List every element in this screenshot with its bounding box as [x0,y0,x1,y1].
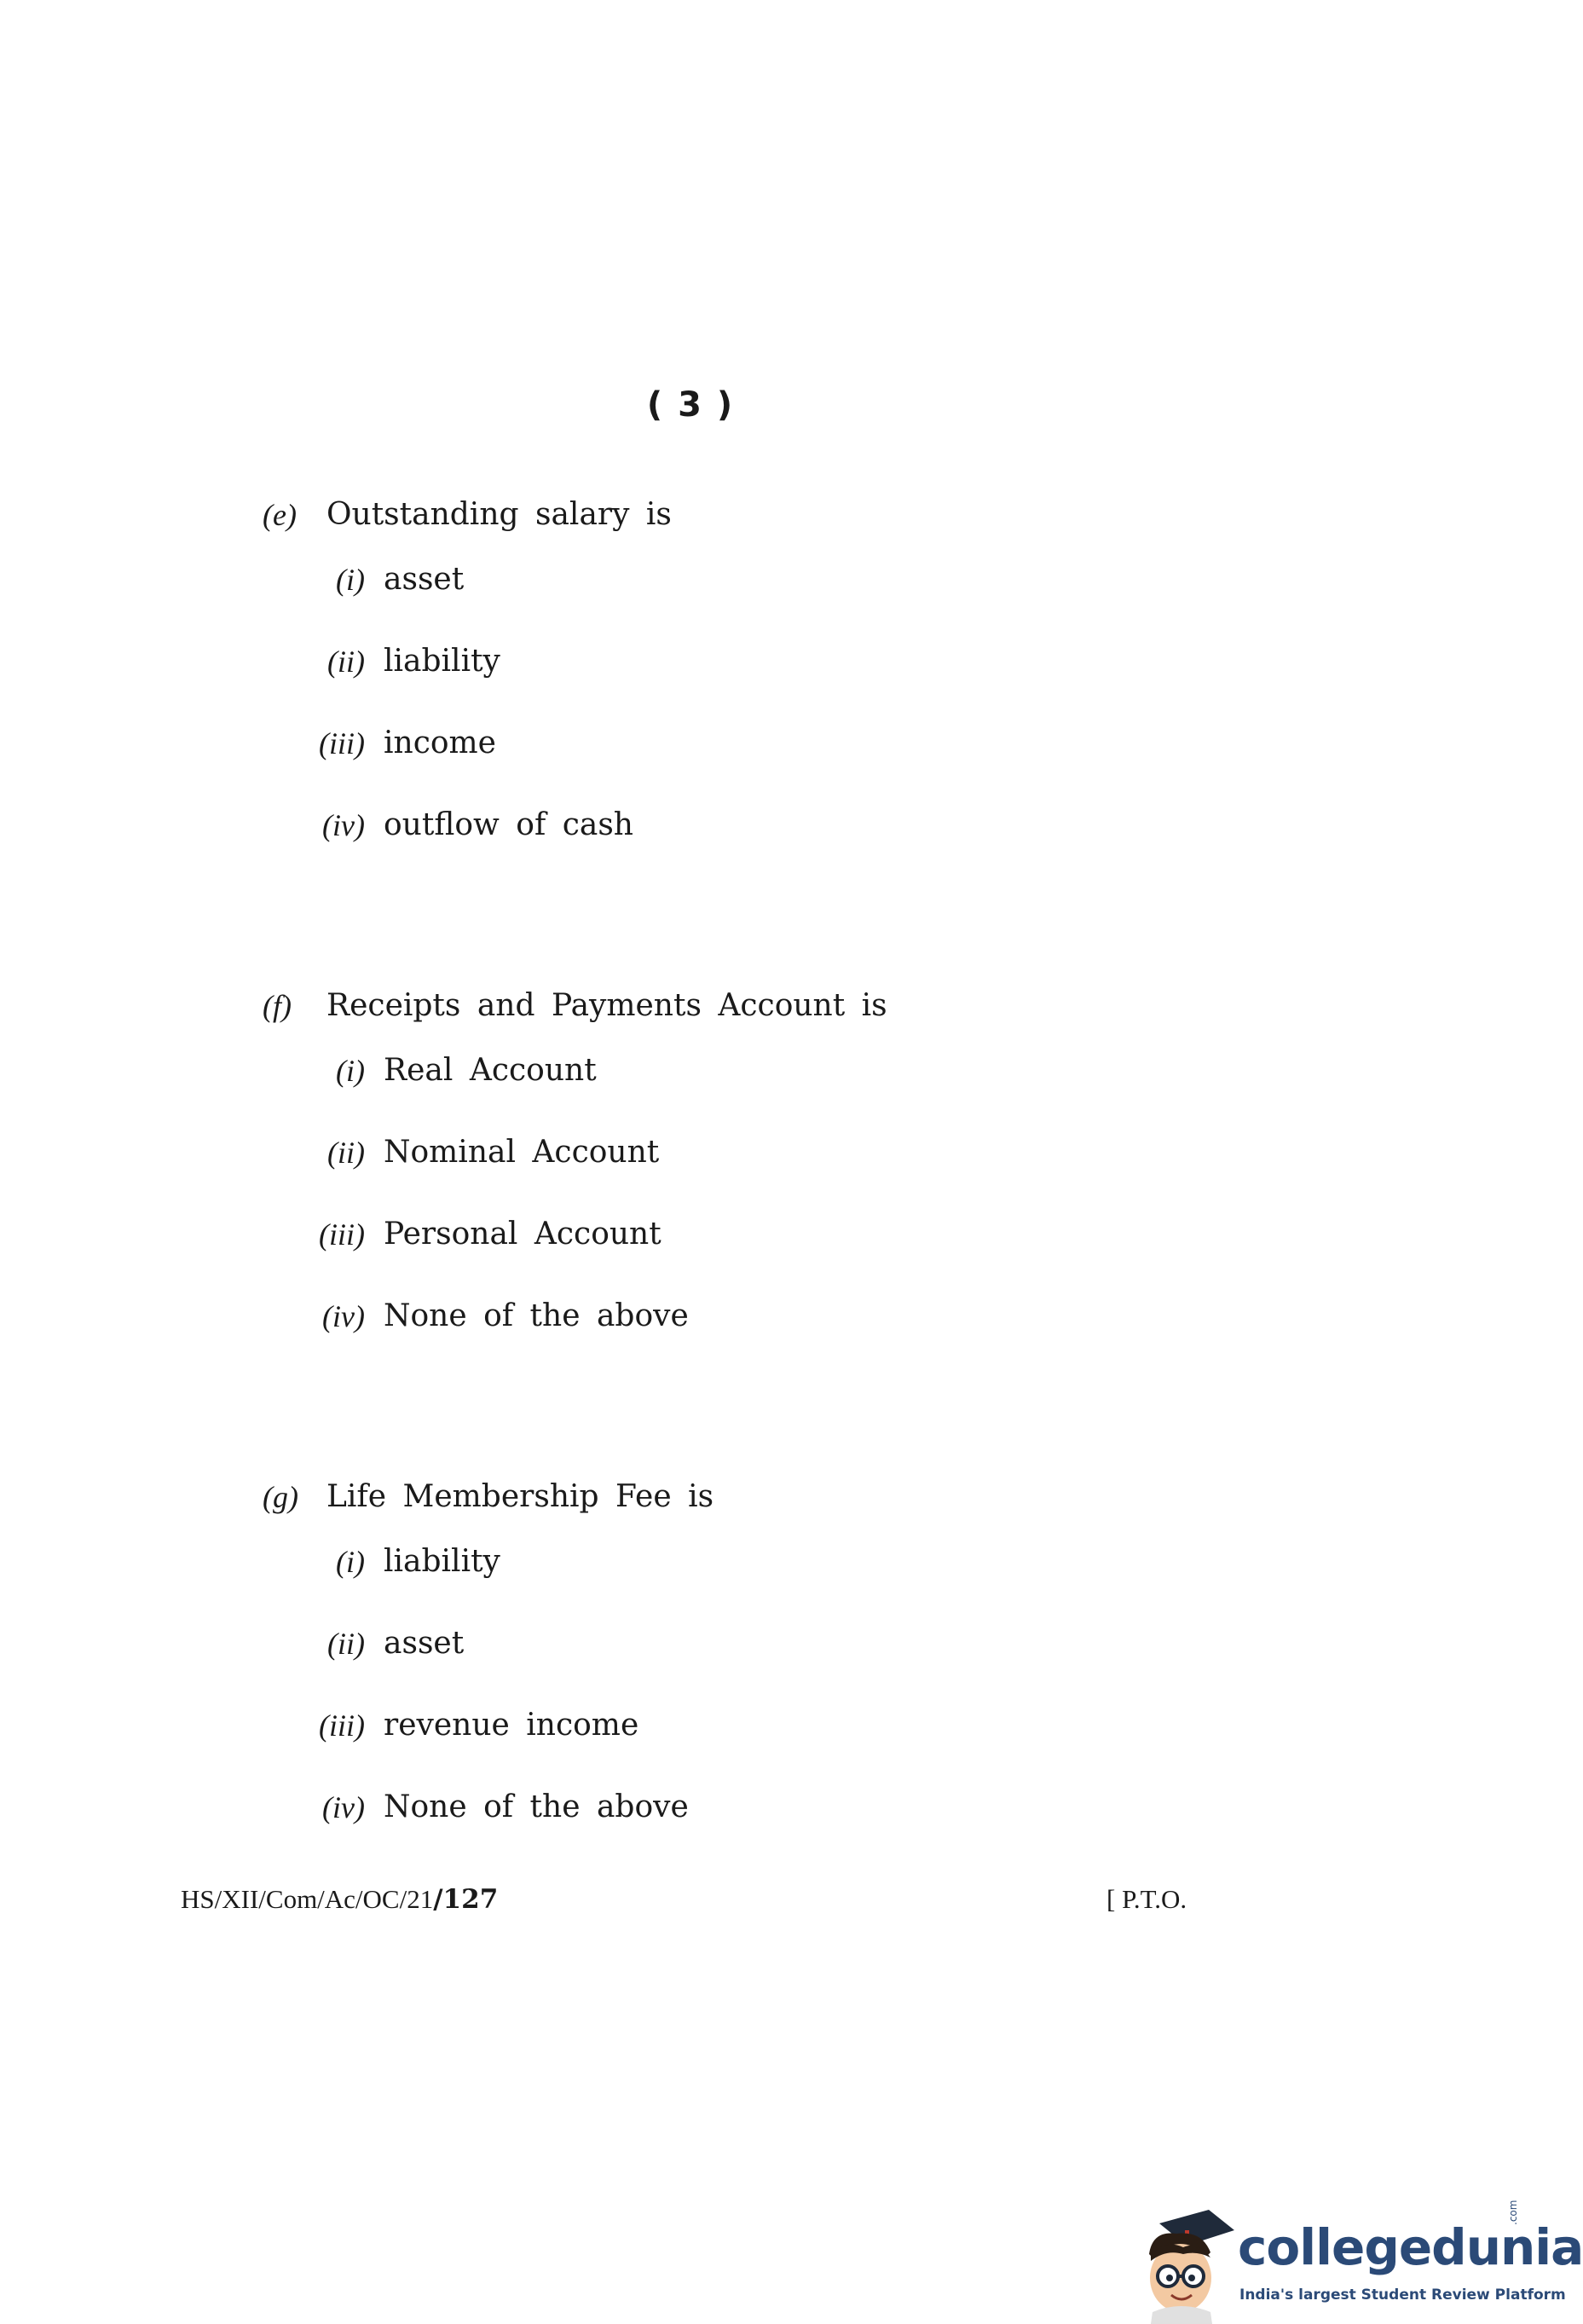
option-label: (iv) [322,1790,365,1824]
question-label: (f) [263,989,292,1023]
mascot-icon [1134,2205,1236,2324]
option-item [263,702,1285,784]
option-label: (ii) [327,645,365,679]
option-label: (iii) [319,1708,365,1743]
question-label: (g) [263,1480,298,1514]
page-number: ( 3 ) [646,385,735,425]
logo-com: .com [1507,2200,1519,2225]
paper-code [181,1884,498,1915]
option-item [263,1030,1285,1112]
question-g [263,1471,1285,1848]
question-label: (e) [263,498,297,532]
collegedunia-logo [1134,2200,1583,2324]
option-text: Real Account [384,1053,597,1088]
option-label: (ii) [327,1136,365,1170]
pto-marker: [ P.T.O. [1106,1884,1187,1914]
option-item [263,1275,1285,1357]
option-item [263,1603,1285,1685]
option-label: (iv) [322,1299,365,1333]
logo-name: collegedunia [1238,2218,1583,2276]
option-text: None of the above [384,1789,689,1824]
option-text: outflow of cash [384,807,633,842]
option-text: Nominal Account [384,1135,660,1170]
option-item [263,621,1285,702]
option-label: (iii) [319,726,365,760]
option-text: asset [384,1626,465,1661]
option-item [263,539,1285,621]
option-text: asset [384,562,465,597]
option-text: None of the above [384,1298,689,1333]
option-text: liability [384,1544,500,1579]
option-text: Personal Account [384,1217,662,1252]
paper-code-prefix: HS/XII/Com/Ac/OC/21 [181,1884,434,1914]
question-text: Outstanding salary is [326,497,672,532]
question-text: Life Membership Fee is [326,1479,714,1514]
option-item [263,1521,1285,1603]
question-e [263,489,1285,866]
option-item [263,784,1285,866]
option-item [263,1112,1285,1194]
logo-tagline: India's largest Student Review Platform [1239,2286,1566,2304]
question-text: Receipts and Payments Account is [326,988,887,1023]
option-text: income [384,726,496,760]
question-stem [263,1471,1285,1523]
option-text: liability [384,644,500,679]
paper-code-suffix: /127 [433,1884,499,1915]
option-label: (iv) [322,808,365,842]
option-label: (i) [336,563,365,597]
question-stem [263,980,1285,1032]
option-item [263,1685,1285,1766]
option-item [263,1766,1285,1848]
option-text: revenue income [384,1708,639,1743]
option-label: (i) [336,1054,365,1088]
question-f [263,980,1285,1357]
question-stem [263,489,1285,541]
option-label: (iii) [319,1217,365,1252]
option-label: (i) [336,1545,365,1579]
option-item [263,1194,1285,1275]
option-label: (ii) [327,1627,365,1661]
